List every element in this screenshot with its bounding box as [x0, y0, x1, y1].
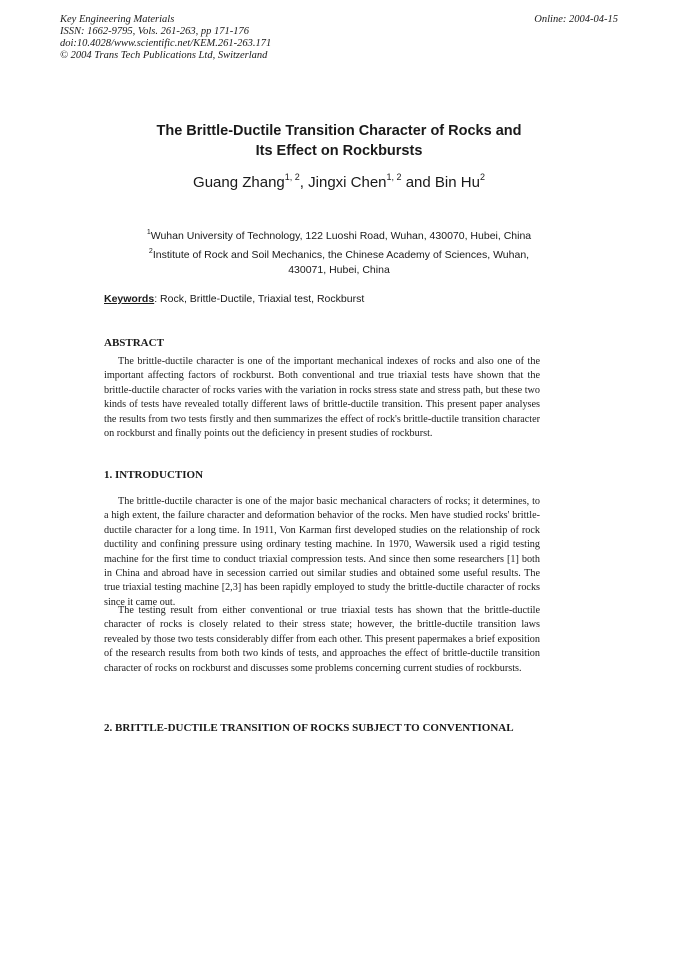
author-affiliation-marker: 1, 2: [386, 172, 402, 182]
affiliation-number: 2: [148, 248, 153, 255]
author-name: Jingxi Chen: [308, 174, 387, 191]
introduction-heading: 1. INTRODUCTION: [104, 469, 204, 481]
affiliation-2: [60, 248, 618, 278]
title-line-1: The Brittle-Ductile Transition Character of Rocks and: [156, 123, 522, 139]
author-name: Bin Hu: [434, 174, 480, 191]
issn-line: ISSN: 1662-9795, Vols. 261-263, pp 171-176: [60, 26, 249, 37]
author-affiliation-marker: 1, 2: [284, 172, 300, 182]
section-2-heading: 2. BRITTLE-DUCTILE TRANSITION OF ROCKS SUBJECT TO CONVENTIONAL: [104, 722, 514, 734]
abstract-paragraph: The brittle-ductile character is one of the important mechanical indexes of rocks and also one of the important affecting factors of rockburst. Both conventional and true triaxial tests have shown that the brittle-ductile character of rocks varies with the variation in rocks stress state and stress path, but these two kinds of tests have revealed totally different laws of brittle-ductile transition. This present paper analyses the results from two tests firstly and then summarizes the effect of rock's brittle-ductile transition character on rockburst and finally points out the deficiency in present studies of rockburst.: [104, 356, 540, 440]
affiliation-text: Wuhan University of Technology, 122 Luoshi Road, Wuhan, 430070, Hubei, China: [150, 230, 532, 242]
abstract-heading: ABSTRACT: [104, 337, 164, 349]
journal-name: Key Engineering Materials: [60, 14, 175, 25]
author-list: [60, 173, 618, 193]
title-line-2: Its Effect on Rockbursts: [255, 143, 423, 159]
online-date: Online: 2004-04-15: [534, 14, 618, 25]
author-name: Guang Zhang: [193, 174, 285, 191]
author-affiliation-marker: 2: [479, 172, 485, 182]
author-separator: and: [401, 174, 435, 191]
introduction-paragraph-1: The brittle-ductile character is one of the major basic mechanical characters of rocks; it determines, to a high extent, the failure character and deformation behavior of the rocks. Men have studied rocks' brittle-ductile character for a long time. In 1911, Von Karman first developed studies on the relationship of rock ductility and confining pressure using ordinary testing machine. In 1970, Wawersik used a rigid testing machine for the first time to conduct triaxial compression tests. And since then some researchers [1] both in China and abroad have in secession carried out similar studies and obtained some useful results. The true triaxial testing machine [2,3] has been rapidly employed to study the brittle-ductile character of rocks since it came out.: [104, 496, 540, 608]
affiliation-text-continued: 430071, Hubei, China: [288, 264, 390, 276]
copyright-line: © 2004 Trans Tech Publications Ltd, Switzerland: [60, 50, 268, 61]
doi-line[interactable]: doi:10.4028/www.scientific.net/KEM.261-263.171: [60, 38, 272, 49]
keywords-label: Keywords: [104, 293, 155, 305]
affiliation-text: Institute of Rock and Soil Mechanics, the Chinese Academy of Sciences, Wuhan,: [152, 249, 530, 261]
keywords-text: : Rock, Brittle-Ductile, Triaxial test, Rockburst: [154, 293, 365, 305]
affiliation-number: 1: [146, 229, 151, 236]
affiliation-1: [60, 229, 618, 244]
journal-info: [60, 14, 271, 62]
keywords-line: [104, 292, 618, 306]
author-separator: ,: [299, 174, 309, 191]
paper-title: [60, 121, 618, 161]
introduction-paragraph-2: The testing result from either conventional or true triaxial tests has shown that the brittle-ductile character of rocks is closely related to their stress state; however, the brittle-ductile transition laws revealed by those two tests considerably differ from each other. This present papermakes a brief exposition of the research results from both two kinds of tests, and approaches the effect of brittle-ductile transition character of rocks on rockburst and discusses some problems concerning current studies of rockbursts.: [104, 605, 540, 674]
